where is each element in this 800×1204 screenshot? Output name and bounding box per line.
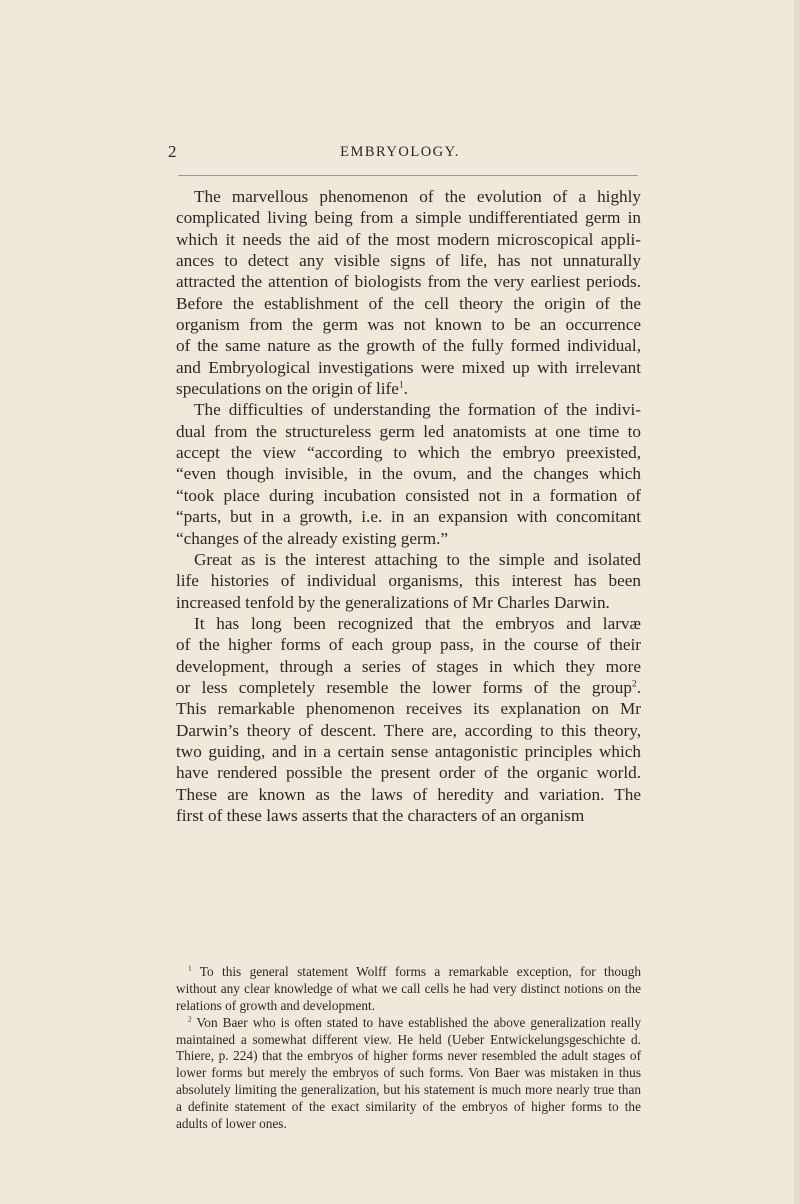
line-text: adults of lower ones. bbox=[176, 1116, 287, 1132]
running-title: EMBRYOLOGY. bbox=[340, 144, 460, 160]
line-text: lower forms but merely the embryos of such forms. Von Baer was mistaken in thus bbox=[176, 1065, 641, 1081]
footnote-reference: 1 bbox=[398, 380, 404, 391]
footnote-line bbox=[176, 1065, 641, 1082]
body-text bbox=[176, 186, 641, 826]
line-text: Before the establishment of the cell theory the origin of the bbox=[176, 293, 641, 313]
line-text: relations of growth and development. bbox=[176, 997, 376, 1013]
page-header bbox=[0, 142, 800, 166]
text-line bbox=[176, 463, 641, 484]
line-text: speculations on the origin of life bbox=[176, 379, 399, 399]
line-text: a definite statement of the exact similarity of the embryos of higher forms to the bbox=[176, 1099, 641, 1115]
text-line bbox=[176, 613, 641, 634]
line-text: “even though invisible, in the ovum, and the changes which bbox=[176, 464, 641, 484]
line-text: accept the view “according to which the embryo preexisted, bbox=[176, 443, 641, 463]
line-text: To this general statement Wolff forms a remarkable exception, for though bbox=[191, 964, 641, 979]
line-text: The marvellous phenomenon of the evolution of a highly bbox=[194, 187, 641, 206]
line-text: ances to detect any visible signs of life, has not unnaturally bbox=[176, 251, 641, 271]
line-text: development, through a series of stages in which they more bbox=[176, 656, 641, 676]
text-line bbox=[176, 677, 641, 698]
text-line bbox=[176, 698, 641, 719]
line-text: “changes of the already existing germ.” bbox=[176, 528, 449, 548]
text-line bbox=[176, 741, 641, 762]
line-text: The difficulties of understanding the formation of the indivi- bbox=[194, 400, 641, 420]
line-text: absolutely limiting the generalization, but his statement is much more nearly true than bbox=[176, 1082, 641, 1098]
text-line bbox=[176, 762, 641, 783]
line-text: organism from the germ was not known to be an occurrence bbox=[176, 315, 641, 335]
text-line bbox=[176, 357, 641, 378]
line-text: “took place during incubation consisted not in a formation of bbox=[176, 485, 641, 505]
line-text: complicated living being from a simple undifferentiated germ in bbox=[176, 208, 641, 228]
line-text: It has long been recognized that the embryos and larvæ bbox=[194, 613, 641, 633]
text-line bbox=[176, 485, 641, 506]
footnotes bbox=[176, 964, 641, 1133]
footnote-marker: 1 bbox=[188, 963, 192, 973]
text-line bbox=[176, 271, 641, 292]
line-text: Von Baer who is often stated to have established the above generalization really bbox=[191, 1014, 641, 1030]
line-text: of the higher forms of each group pass, in the course of their bbox=[176, 635, 641, 655]
footnote-line bbox=[176, 1032, 641, 1049]
text-line bbox=[176, 293, 641, 314]
footnote-marker: 2 bbox=[188, 1014, 192, 1024]
line-text: increased tenfold by the generalizations of Mr Charles Darwin. bbox=[176, 592, 610, 612]
text-line bbox=[176, 378, 641, 399]
footnote-line bbox=[176, 998, 641, 1015]
text-line bbox=[176, 399, 641, 420]
line-text: “parts, but in a growth, i.e. in an expansion with concomitant bbox=[176, 507, 641, 527]
text-line bbox=[176, 506, 641, 527]
text-line bbox=[176, 720, 641, 741]
page-edge bbox=[794, 0, 800, 1204]
line-text: Thiere, p. 224) that the embryos of higher forms never resembled the adult stages of bbox=[176, 1048, 641, 1064]
line-text: These are known as the laws of heredity and variation. The bbox=[176, 784, 641, 804]
text-line bbox=[176, 314, 641, 335]
footnote-line bbox=[176, 1015, 641, 1032]
text-line bbox=[176, 570, 641, 591]
footnote-line bbox=[176, 1099, 641, 1116]
line-text: and Embryological investigations were mixed up with irrelevant bbox=[176, 357, 641, 377]
line-text: which it needs the aid of the most modern microscopical appli- bbox=[176, 229, 641, 249]
text-line bbox=[176, 634, 641, 655]
text-line bbox=[176, 549, 641, 570]
text-line bbox=[176, 250, 641, 271]
text-line bbox=[176, 784, 641, 805]
line-text: or less completely resemble the lower forms of the group bbox=[176, 677, 632, 697]
line-text: without any clear knowledge of what we call cells he had very distinct notions on the bbox=[176, 980, 641, 996]
text-line bbox=[176, 528, 641, 549]
text-line bbox=[176, 805, 641, 826]
footnote-line bbox=[176, 1116, 641, 1133]
line-text: attracted the attention of biologists from the very earliest periods. bbox=[176, 272, 641, 292]
line-text: life histories of individual organisms, this interest has been bbox=[176, 571, 641, 591]
line-text: Great as is the interest attaching to the simple and isolated bbox=[194, 549, 641, 569]
text-line bbox=[176, 656, 641, 677]
line-text: This remarkable phenomenon receives its explanation on Mr bbox=[176, 699, 641, 719]
text-line bbox=[176, 186, 641, 207]
punctuation: . bbox=[636, 677, 641, 697]
line-text: first of these laws asserts that the characters of an organism bbox=[176, 805, 585, 825]
text-line bbox=[176, 421, 641, 442]
line-text: maintained a somewhat different view. He held (Ueber Entwickelungsgeschichte d. bbox=[176, 1031, 641, 1047]
footnote-line bbox=[176, 1048, 641, 1065]
text-line bbox=[176, 207, 641, 228]
line-text: of the same nature as the growth of the fully formed individual, bbox=[176, 336, 641, 356]
line-text: two guiding, and in a certain sense antagonistic principles which bbox=[176, 741, 641, 761]
header-rule bbox=[178, 175, 638, 176]
footnote-line bbox=[176, 981, 641, 998]
line-text: have rendered possible the present order of the organic world. bbox=[176, 763, 641, 783]
line-text: Darwin’s theory of descent. There are, according to this theory, bbox=[176, 720, 641, 740]
text-line bbox=[176, 442, 641, 463]
line-text: dual from the structureless germ led anatomists at one time to bbox=[176, 421, 641, 441]
text-line bbox=[176, 592, 641, 613]
footnote-reference: 2 bbox=[631, 679, 637, 690]
footnote-line bbox=[176, 964, 641, 981]
footnote-line bbox=[176, 1082, 641, 1099]
text-line bbox=[176, 335, 641, 356]
text-line bbox=[176, 229, 641, 250]
punctuation: . bbox=[403, 379, 408, 399]
page-number: 2 bbox=[168, 142, 177, 161]
